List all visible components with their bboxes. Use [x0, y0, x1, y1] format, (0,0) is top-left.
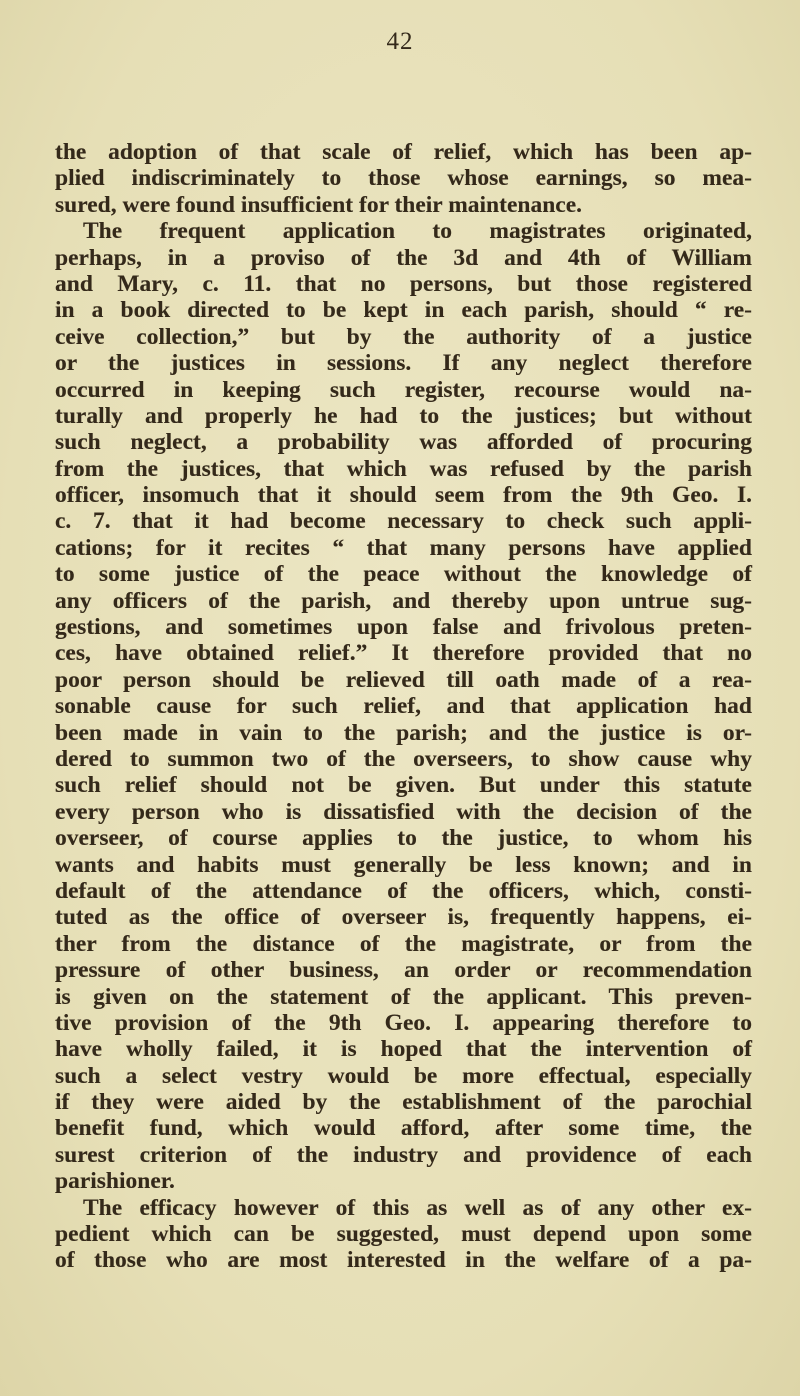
text-line: officer, insomuch that it should seem from the 9th Geo. I.	[55, 482, 752, 509]
text-line: been made in vain to the parish; and the justice is or-	[55, 719, 752, 746]
text-line: in a book directed to be kept in each parish, should “ re-	[55, 297, 752, 324]
text-line: have wholly failed, it is hoped that the intervention of	[55, 1036, 752, 1063]
text-line: and Mary, c. 11. that no persons, but those registered	[55, 270, 752, 297]
text-line: any officers of the parish, and thereby upon untrue sug-	[55, 587, 752, 614]
text-line: to some justice of the peace without the knowledge of	[55, 561, 752, 588]
text-line: the adoption of that scale of relief, which has been ap-	[55, 139, 752, 165]
text-line: default of the attendance of the officers, which, consti-	[55, 877, 752, 904]
text-line: or the justices in sessions. If any neglect therefore	[55, 350, 752, 377]
text-line: sonable cause for such relief, and that application had	[55, 693, 752, 720]
paragraph	[55, 218, 752, 1194]
text-line: poor person should be relieved till oath made of a rea-	[55, 666, 752, 693]
page-number: 42	[386, 28, 414, 55]
text-line: pedient which can be suggested, must depend upon some	[55, 1221, 752, 1248]
text-line: turally and properly he had to the justices; but without	[55, 402, 752, 429]
text-line: cations; for it recites “ that many persons have applied	[55, 534, 752, 561]
paragraph	[55, 139, 752, 218]
text-line: gestions, and sometimes upon false and frivolous preten-	[55, 614, 752, 641]
text-line: plied indiscriminately to those whose earnings, so mea-	[55, 165, 752, 192]
text-line: ceive collection,” but by the authority of a justice	[55, 323, 752, 350]
text-line: parishioner.	[55, 1168, 175, 1195]
text-line: of those who are most interested in the welfare of a pa-	[55, 1247, 752, 1274]
text-line: overseer, of course applies to the justice, to whom his	[55, 825, 752, 852]
text-line: ces, have obtained relief.” It therefore provided that no	[55, 640, 752, 667]
text-line: pressure of other business, an order or recommendation	[55, 957, 752, 984]
text-line: such neglect, a probability was afforded of procuring	[55, 429, 752, 456]
text-line: if they were aided by the establishment of the parochial	[55, 1089, 752, 1116]
text-line: wants and habits must generally be less known; and in	[55, 851, 752, 878]
text-line: The efficacy however of this as well as of any other ex-	[83, 1194, 752, 1221]
text-line: is given on the statement of the applicant. This preven-	[55, 983, 752, 1010]
paragraph	[55, 1195, 752, 1274]
text-line: sured, were found insufficient for their maintenance.	[55, 191, 582, 218]
text-line: perhaps, in a proviso of the 3d and 4th of William	[55, 244, 752, 271]
text-line: dered to summon two of the overseers, to show cause why	[55, 745, 752, 772]
text-line: tive provision of the 9th Geo. I. appearing therefore to	[55, 1009, 752, 1036]
text-line: such relief should not be given. But under this statute	[55, 772, 752, 799]
text-line: benefit fund, which would afford, after some time, the	[55, 1115, 752, 1142]
text-line: such a select vestry would be more effectual, especially	[55, 1062, 752, 1089]
text-line: c. 7. that it had become necessary to check such appli-	[55, 508, 752, 535]
body-text	[55, 139, 752, 1274]
text-line: ther from the distance of the magistrate, or from the	[55, 930, 752, 957]
text-line: every person who is dissatisfied with the decision of the	[55, 798, 752, 825]
text-line: surest criterion of the industry and providence of each	[55, 1141, 752, 1168]
text-line: tuted as the office of overseer is, frequently happens, ei-	[55, 904, 752, 931]
text-line: The frequent application to magistrates originated,	[83, 218, 752, 245]
text-line: from the justices, that which was refused by the parish	[55, 455, 752, 482]
text-line: occurred in keeping such register, recourse would na-	[55, 376, 752, 403]
